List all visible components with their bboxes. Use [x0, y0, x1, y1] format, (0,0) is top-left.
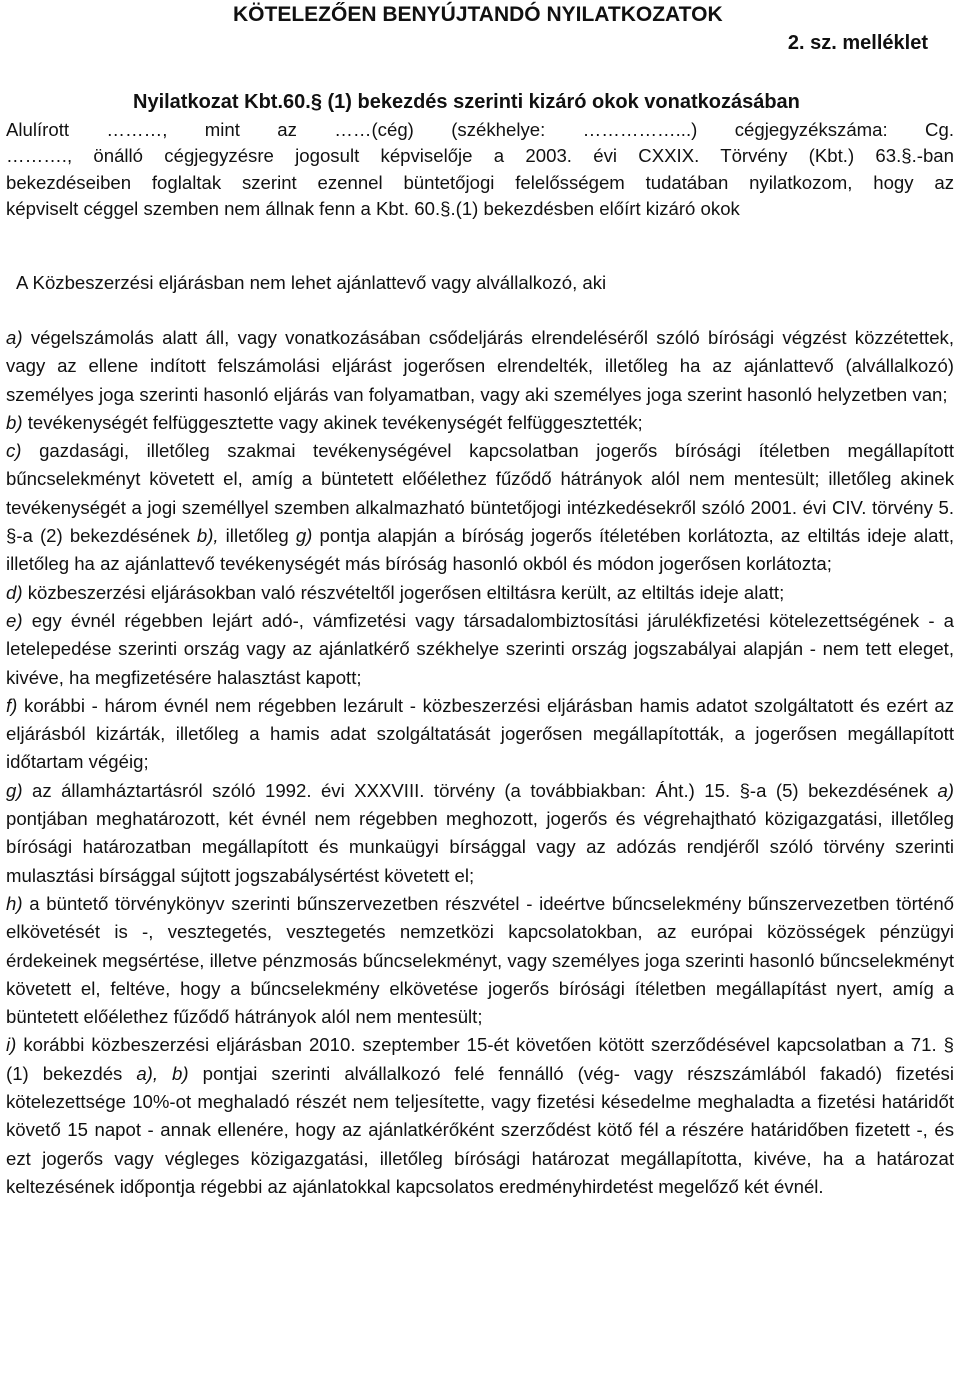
item-text: tevékenységét felfüggesztette vagy akinek tevékenységét felfüggesztették;	[22, 411, 643, 433]
list-item	[6, 692, 954, 777]
intro-paragraph	[6, 117, 954, 223]
item-emphasis: a)	[937, 779, 954, 801]
item-text: végelszámolás alatt áll, vagy vonatkozásában csődeljárás elrendeléséről szóló bírósági végzést közzétettek, vagy az ellene indított felszámolási eljárást jogerősen elrendelték, illetőleg ha az ajánlattevő (alvállalkozó) személyes joga szerinti hasonló eljárás van folyamatban, vagy aki személyes joga szerint hasonló helyzetben van;	[6, 327, 954, 405]
item-text: korábbi - három évnél nem régebben lezárult - közbeszerzési eljárásban hamis adatot szolgáltatott és ezért az eljárásból kizárták, illetőleg a hamis adat szolgáltatását jogerősen megállapították, a jogerősen megállapított időtartam végéig;	[6, 694, 954, 773]
list-item	[6, 324, 954, 409]
document-title: KÖTELEZŐEN BENYÚJTANDÓ NYILATKOZATOK	[233, 3, 723, 26]
intro-line: ………., önálló cégjegyzésre jogosult képviselője a 2003. évi CXXIX. Törvény (Kbt.) 63.§.-ban	[6, 145, 954, 167]
exclusion-list	[6, 324, 954, 1201]
list-item	[6, 1031, 954, 1201]
item-text: egy évnél régebben lejárt adó-, vámfizetési vagy társadalombiztosítási járulékfizetési kötelezettségének - a letelepedése szerinti ország vagy az ajánlatkérő székhelye szerinti ország jogszabályai alapján - nem tett eleget, kivéve, ha megfizetésére halasztást kapott;	[6, 609, 954, 688]
declaration-title: Nyilatkozat Kbt.60.§ (1) bekezdés szerinti kizáró okok vonatkozásában	[133, 91, 800, 113]
list-item	[6, 409, 954, 437]
item-text: gazdasági, illetőleg szakmai tevékenységével kapcsolatban jogerős bírósági ítéletben megállapított bűncselekményt követett el, amíg a büntetett előélethez fűződő hátrányok alól nem mentesült; illetőleg akinek tevékenységét a jogi személlyel szemben alkalmazható büntetőjogi intézkedésekről szóló 2001. évi CIV. törvény 5. §-a (2) bekezdésének	[6, 440, 954, 547]
item-emphasis: b),	[196, 525, 219, 547]
list-item	[6, 607, 954, 692]
item-text: korábbi közbeszerzési eljárásban 2010. szeptember 15-ét követően kötött szerződésével kapcsolatban a 71. § (1) bekezdés	[6, 1034, 954, 1084]
item-emphasis: a), b)	[136, 1062, 189, 1084]
intro-line: bekezdéseiben foglaltak szerint ezennel büntetőjogi felelősségem tudatában nyilatkozom, hogy az	[6, 171, 954, 193]
list-item	[6, 437, 954, 578]
list-item	[6, 579, 954, 607]
item-text: a büntető törvénykönyv szerinti bűnszervezetben részvétel - ideértve bűncselekmény bűnszervezetben történő elkövetését is -, vesztegetés, vesztegetés nemzetközi kapcsolatokban, az európai közösségek pénzügyi érdekeinek megsértése, illetve pénzmosás bűncselekményt, vagy személyes joga szerinti hasonló bűncselekményt követett el, feltéve, hogy a bűncselekmény elkövetése jogerős bírósági ítéletben megállapítást nyert, amíg a büntetett előélethez fűződő hátrányok alól nem mentesült;	[6, 892, 954, 1028]
item-marker: f)	[6, 694, 18, 716]
annex-label: 2. sz. melléklet	[787, 32, 928, 54]
item-text: pontjában meghatározott, két évnél nem régebben meghozott, jogerős és végrehajtható közigazgatási, illetőleg bírósági határozatban megállapított és munkaügyi bírsággal vagy az adózás rendjéről szóló törvény szerinti mulasztási bírsággal sújtott jogszabálysértést követett el;	[6, 808, 954, 886]
item-marker: h)	[6, 892, 23, 914]
item-text: illetőleg	[218, 525, 296, 547]
item-emphasis: g)	[295, 525, 313, 547]
intro-line: Alulírott ………, mint az ……(cég) (székhelye: ……………...) cégjegyzékszáma: Cg.	[6, 119, 954, 140]
list-item	[6, 777, 954, 890]
item-text: közbeszerzési eljárásokban való részvételtől jogerősen eltiltásra került, az eltiltás ideje alatt;	[22, 581, 785, 603]
item-marker: g)	[6, 779, 23, 801]
item-text: az államháztartásról szóló 1992. évi XXXVIII. törvény (a továbbiakban: Áht.) 15. §-a (5) bekezdésének	[22, 779, 938, 801]
item-marker: i)	[6, 1034, 17, 1056]
item-marker: d)	[6, 581, 23, 603]
item-marker: e)	[6, 609, 23, 631]
item-marker: b)	[6, 411, 23, 433]
item-text: pontja alapján a bíróság jogerős ítéletében korlátozta, az eltiltás ideje alatt, illetőleg ha az ajánlattevő tevékenységét más bíróság hasonló okból és módon jogerősen korlátozta;	[6, 525, 954, 575]
lead-sentence: A Közbeszerzési eljárásban nem lehet ajánlattevő vagy alvállalkozó, aki	[16, 272, 607, 293]
list-item	[6, 890, 954, 1031]
item-marker: c)	[6, 440, 22, 462]
item-marker: a)	[6, 327, 23, 348]
item-text: pontjai szerinti alvállalkozó felé fennálló (vég- vagy részszámlából fakadó) fizetési kötelezettsége 10%-ot meghaladó részét nem teljesítette, vagy fizetési késedelme meghaladta a fizetési határidőt követő 15 napot - annak ellenére, hogy az ajánlatkérőként szerződést kötő fél a részére határidőben fizetett -, és ezt jogerős vagy végleges közigazgatási, illetőleg bírósági határozat megállapította, kivéve, ha a határozat keltezésének időpontja régebbi az ajánlatokkal kapcsolatos eredményhirdetést megelőző két évnél.	[6, 1062, 954, 1197]
intro-line: képviselt céggel szemben nem állnak fenn a Kbt. 60.§.(1) bekezdésben előírt kizáró okok	[6, 198, 740, 220]
